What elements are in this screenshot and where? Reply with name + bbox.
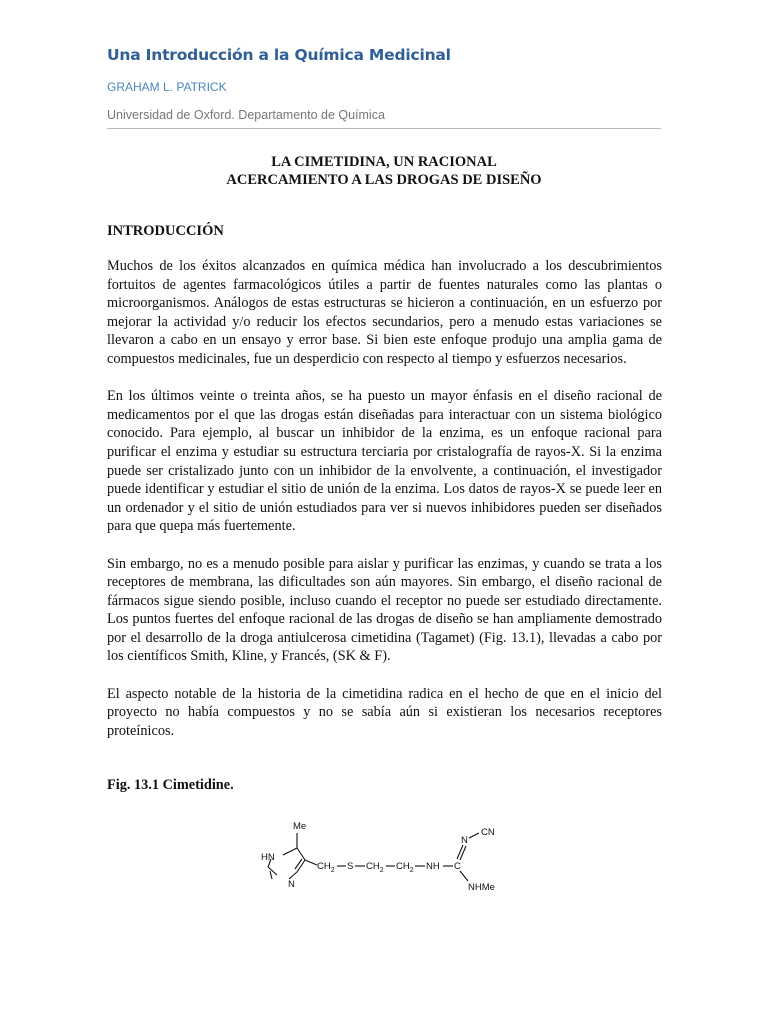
imidazole-ring (268, 833, 317, 879)
header-divider (107, 128, 661, 129)
bond-6 (469, 833, 479, 838)
sulfur-label: S (347, 861, 354, 872)
section-heading: INTRODUCCIÓN (107, 223, 224, 239)
paragraph-2: En los últimos veinte o treinta años, se ha puesto un mayor énfasis en el diseño racional de medicamentos por el que las drogas están diseñadas para interactuar con un sistema biológico conocido. Para ejemplo, al buscar un inhibidor de la enzima, es un enfoque racional para purificar el enzima y estudiar su estructura terciaria por cristalografía de rayos-X. Si la enzima puede ser cristalizado junto con un inhibidor de la envolvente, a continuación, el investigador puede identificar y estudiar el sitio de unión de la enzima. Los datos de rayos-X se puede leer en un ordenador y el sitio de unión estudiados para ver si nuevos inhibidores pueden ser diseñados para que quepa más fuertemente. (107, 388, 662, 535)
book-title: Una Introducción a la Química Medicinal (107, 46, 451, 64)
double-bond-a (457, 845, 463, 859)
article-title (107, 153, 661, 189)
body-text (107, 257, 662, 759)
double-bond-b (460, 846, 466, 860)
article-title-line-2: ACERCAMIENTO A LAS DROGAS DE DISEÑO (226, 172, 542, 188)
figure-caption: Fig. 13.1 Cimetidine. (107, 777, 234, 793)
ch2-label-3: $CH_2$ (396, 861, 414, 874)
paragraph-1: Muchos de los éxitos alcanzados en química médica han involucrado a los descubrimientos fortuitos de agentes farmacológicos útiles a partir de fuentes naturales como las plantas o microorganismos. Análogos de estas estructuras se hicieron a continuación, en un esfuerzo por mejorar la actividad y/o reducir los efectos secundarios, pero a menudo estas variaciones se llevaron a cabo en un ensayo y error base. Si bien este enfoque produjo una amplia gama de compuestos medicinales, fue un desperdicio con respecto al tiempo y esfuerzos necesarios. (107, 258, 662, 367)
author-name: GRAHAM L. PATRICK (107, 80, 227, 94)
imine-n-label: N (461, 835, 468, 846)
nhme-label: NHMe (468, 882, 495, 893)
ring-n-label: N (288, 879, 295, 890)
nh-label: NH (426, 861, 440, 872)
cimetidine-structure (255, 815, 515, 895)
ch2-label-2: $CH_2$ (366, 861, 384, 874)
hn-label: HN (261, 852, 275, 863)
affiliation: Universidad de Oxford. Departamento de Química (107, 108, 385, 122)
carbon-label: C (454, 861, 461, 872)
methyl-label: Me (293, 821, 307, 832)
paragraph-4: El aspecto notable de la historia de la cimetidina radica en el hecho de que en el inicio del proyecto no había compuestos y no se sabía aún si existieran los necesarios receptores proteínicos. (107, 685, 662, 739)
article-title-line-1: LA CIMETIDINA, UN RACIONAL (271, 154, 497, 170)
paragraph-3: Sin embargo, no es a menudo posible para aislar y purificar las enzimas, y cuando se trata a los receptores de membrana, las dificultades son aún mayores. Sin embargo, el diseño racional de fármacos sigue siendo posible, incluso cuando el receptor no puede ser estudiado directamente. Los puntos fuertes del enfoque racional de las drogas de diseño se han ampliamente demostrado por el desarrollo de la droga antiulcerosa cimetidina (Tagamet) (Fig. 13.1), llevadas a cabo por los científicos Smith, Kline, y Francés, (SK & F). (107, 555, 662, 665)
ch2-label-1: $CH_2$ (317, 861, 335, 874)
bond-7 (460, 871, 468, 881)
cyano-label: CN (481, 827, 495, 838)
